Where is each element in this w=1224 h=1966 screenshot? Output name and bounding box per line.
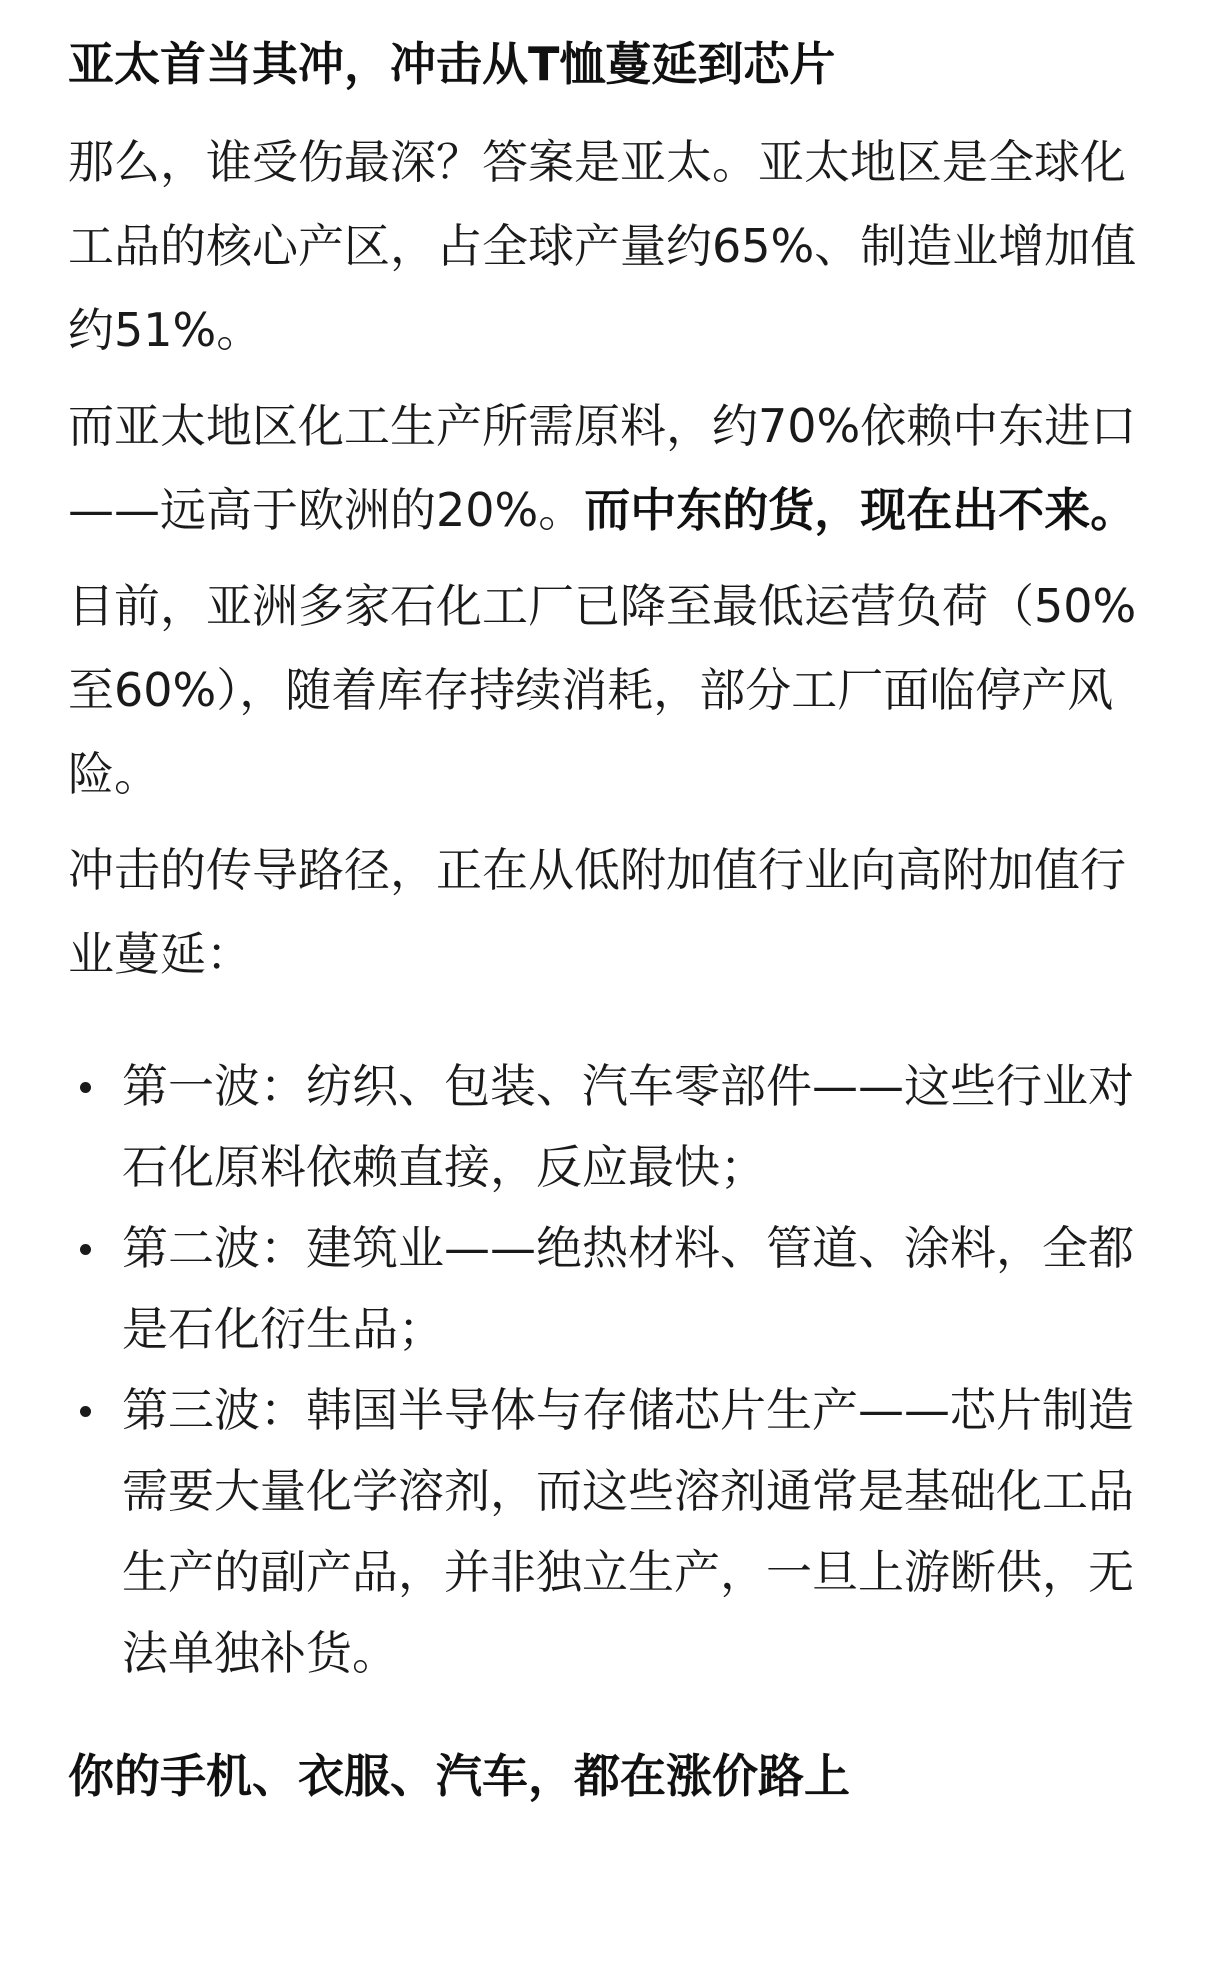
article-body — [68, 22, 1158, 1832]
list-item-wave-2 — [68, 1208, 1158, 1370]
bullet-dot-icon — [80, 1082, 91, 1093]
bullet-dot-icon — [80, 1406, 91, 1417]
paragraph-middle-east-dependency — [68, 384, 1158, 552]
list-item-wave-1 — [68, 1046, 1158, 1208]
dependency-bold-text: 而中东的货，现在出不来。 — [584, 483, 1137, 537]
dependency-text: 而亚太地区化工生产所需原料，约70%依赖中东进口——远高于欧洲的20%。 — [68, 399, 1137, 537]
section-heading-asia-pacific: 亚太首当其冲，冲击从T恤蔓延到芯片 — [68, 37, 836, 91]
paragraph-transmission-path: 冲击的传导路径，正在从低附加值行业向高附加值行业蔓延： — [68, 843, 1126, 981]
paragraph-asia-pacific-share: 那么，谁受伤最深？答案是亚太。亚太地区是全球化工品的核心产区，占全球产量约65%、制造业增加值约51%。 — [68, 135, 1137, 357]
section-heading-price-rise: 你的手机、衣服、汽车，都在涨价路上 — [68, 1749, 850, 1803]
wave-3-text: 第三波：韩国半导体与存储芯片生产——芯片制造需要大量化学溶剂，而这些溶剂通常是基础化工品生产的副产品，并非独立生产，一旦上游断供，无法单独补货。 — [122, 1383, 1134, 1680]
impact-wave-list — [68, 1046, 1158, 1694]
list-item-wave-3 — [68, 1370, 1158, 1694]
wave-1-text: 第一波：纺织、包装、汽车零部件——这些行业对石化原料依赖直接，反应最快； — [122, 1059, 1134, 1194]
paragraph-plant-load: 目前，亚洲多家石化工厂已降至最低运营负荷（50%至60%），随着库存持续消耗，部分工厂面临停产风险。 — [68, 579, 1137, 801]
bullet-dot-icon — [80, 1244, 91, 1255]
wave-2-text: 第二波：建筑业——绝热材料、管道、涂料，全都是石化衍生品； — [122, 1221, 1134, 1356]
